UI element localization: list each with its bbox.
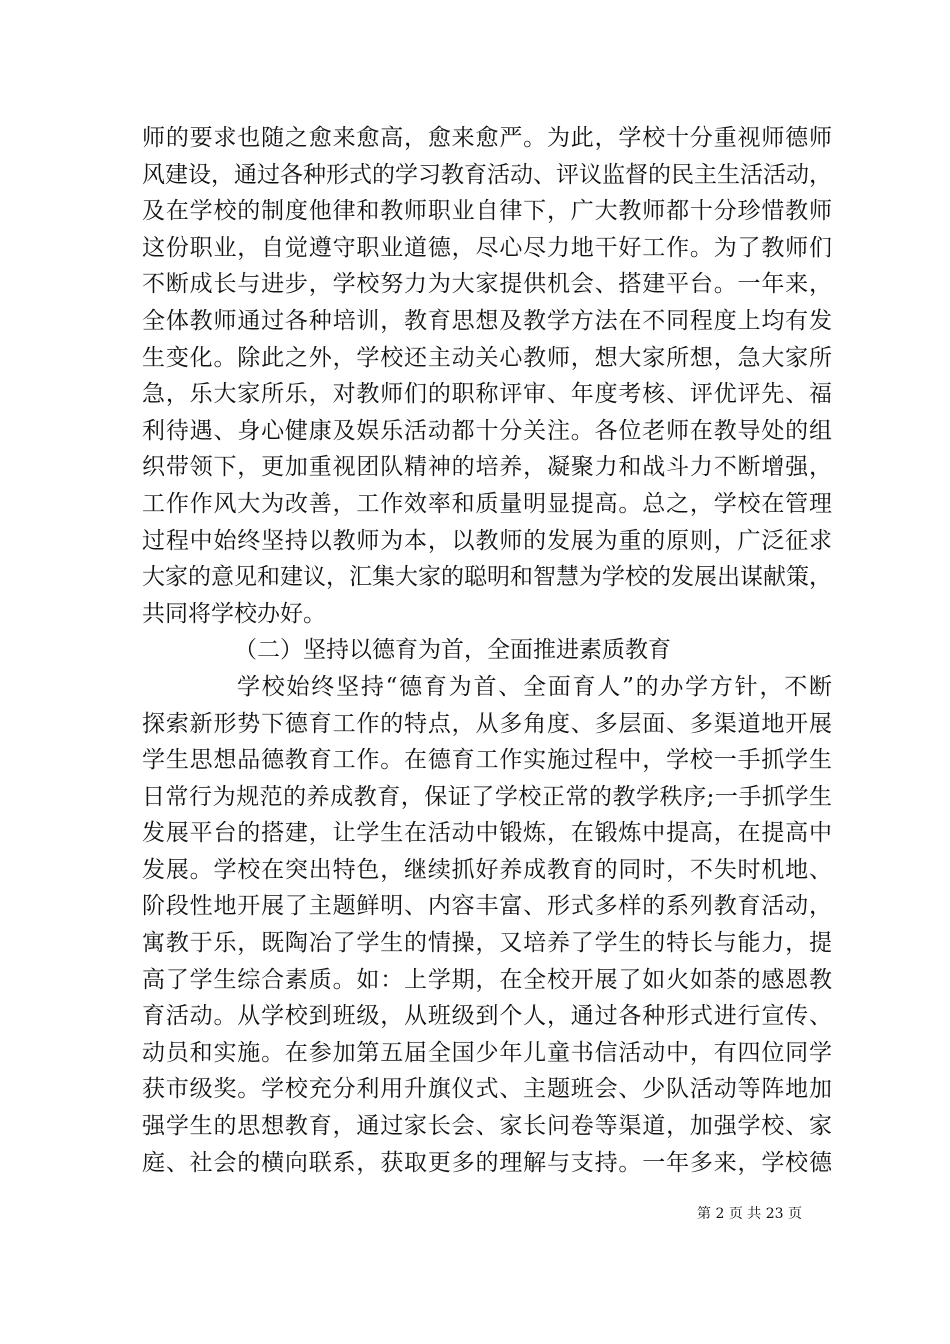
text-line: 日常行为规范的养成教育，保证了学校正常的教学秩序;一手抓学生	[142, 783, 832, 810]
text-line: 大家的意见和建议，汇集大家的聪明和智慧为学校的发展出谋献策，	[142, 564, 832, 591]
text-line: 织带领下，更加重视团队精神的培养，凝聚力和战斗力不断增强，	[142, 454, 832, 481]
text-line: 不断成长与进步，学校努力为大家提供机会、搭建平台。一年来，	[142, 271, 832, 298]
text-line: 庭、社会的横向联系，获取更多的理解与支持。一年多来，学校德	[142, 1149, 832, 1176]
text-line: 强学生的思想教育，通过家长会、家长问卷等渠道，加强学校、家	[142, 1113, 832, 1140]
text-line: 工作作风大为改善，工作效率和质量明显提高。总之，学校在管理	[142, 490, 832, 517]
text-line: 师的要求也随之愈来愈高，愈来愈严。为此，学校十分重视师德师	[142, 125, 832, 151]
text-line: 阶段性地开展了主题鲜明、内容丰富、形式多样的系列教育活动，	[142, 893, 832, 920]
text-line: 全体教师通过各种培训，教育思想及教学方法在不同程度上均有发	[142, 307, 832, 334]
text-line: 寓教于乐，既陶冶了学生的情操，又培养了学生的特长与能力，提	[142, 930, 832, 957]
document-body	[142, 120, 832, 1181]
text-line: 动员和实施。在参加第五届全国少年儿童书信活动中，有四位同学	[142, 1039, 832, 1066]
text-line: 发展平台的搭建，让学生在活动中锻炼，在锻炼中提高，在提高中	[142, 820, 832, 847]
page-number-footer: 第 2 页 共 23 页	[697, 1206, 802, 1222]
text-line: 获市级奖。学校充分利用升旗仪式、主题班会、少队活动等阵地加	[142, 1076, 832, 1103]
text-line: 过程中始终坚持以教师为本，以教师的发展为重的原则，广泛征求	[142, 527, 832, 554]
text-line: 及在学校的制度他律和教师职业自律下，广大教师都十分珍惜教师	[142, 198, 832, 225]
text-line: 探索新形势下德育工作的特点，从多角度、多层面、多渠道地开展	[142, 710, 832, 737]
text-line: 生变化。除此之外，学校还主动关心教师，想大家所想，急大家所	[142, 344, 832, 371]
text-line: 育活动。从学校到班级，从班级到个人，通过各种形式进行宣传、	[142, 1003, 832, 1030]
section-heading: （二）坚持以德育为首，全面推进素质教育	[234, 637, 671, 664]
text-line: 学校始终坚持“德育为首、全面育人”的办学方针，不断	[237, 673, 832, 700]
text-line: 风建设，通过各种形式的学习教育活动、评议监督的民主生活活动，	[142, 161, 832, 188]
paragraph-moral-education	[142, 669, 832, 1181]
text-line: 利待遇、身心健康及娱乐活动都十分关注。各位老师在教导处的组	[142, 417, 832, 444]
text-line: 这份职业，自觉遵守职业道德，尽心尽力地干好工作。为了教师们	[142, 234, 832, 261]
paragraph-teacher-ethics	[142, 120, 832, 632]
text-line: 发展。学校在突出特色，继续抓好养成教育的同时，不失时机地、	[142, 856, 832, 883]
text-line: 共同将学校办好。	[142, 600, 326, 627]
text-line: 学生思想品德教育工作。在德育工作实施过程中，学校一手抓学生	[142, 747, 832, 774]
text-line: 急，乐大家所乐，对教师们的职称评审、年度考核、评优评先、福	[142, 381, 832, 408]
text-line: 高了学生综合素质。如：上学期，在全校开展了如火如荼的感恩教	[142, 966, 832, 993]
